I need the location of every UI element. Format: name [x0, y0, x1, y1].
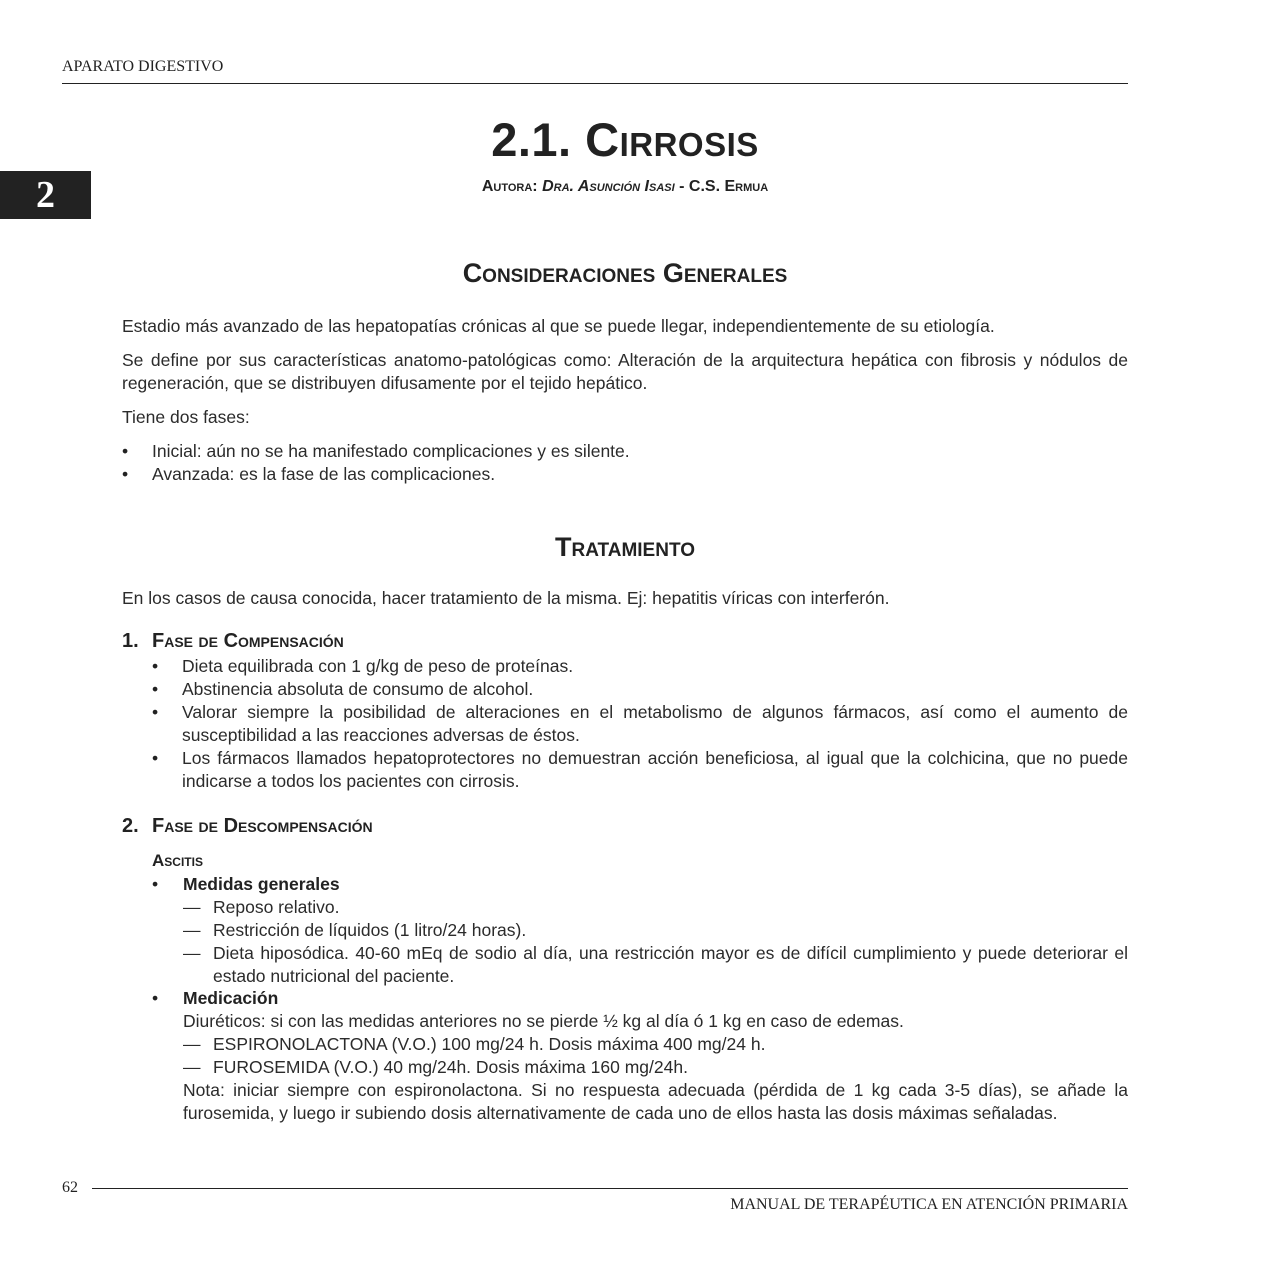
heading-text: Fase de Compensación: [152, 630, 344, 652]
list-item: • Inicial: aún no se ha manifestado complicaciones y es silente.: [122, 440, 1128, 463]
paragraph-nota: Nota: iniciar siempre con espironolactona. Si no respuesta adecuada (pérdida de 1 kg cada 3-5 días), se añade la furosemida, y luego ir subiendo dosis alternativamente de cada uno de ellos hasta las dosis máximas señaladas.: [183, 1080, 1128, 1123]
heading-number: 1.: [122, 630, 139, 652]
heading-fase-descompensacion: [122, 815, 373, 838]
paragraph-tratamiento-intro: En los casos de causa conocida, hacer tratamiento de la misma. Ej: hepatitis víricas con interferón.: [122, 588, 890, 608]
paragraph-diureticos: Diuréticos: si con las medidas anteriores no se pierde ½ kg al día ó 1 kg en caso de edemas.: [183, 1011, 904, 1031]
list-item: — Restricción de líquidos (1 litro/24 horas).: [183, 919, 1128, 942]
paragraph-estadio: Estadio más avanzado de las hepatopatías crónicas al que se puede llegar, independientemente de su etiología.: [122, 316, 995, 336]
section-heading-consideraciones: Consideraciones Generales: [462, 258, 788, 288]
list-item: — Dieta hiposódica. 40-60 mEq de sodio al día, una restricción mayor es de difícil cumplimiento y puede deteriorar el estado nutricional del paciente.: [183, 942, 1128, 988]
subheading-ascitis: Ascitis: [152, 851, 203, 870]
running-header: APARATO DIGESTIVO: [62, 58, 224, 75]
list-item: — Reposo relativo.: [183, 896, 1128, 919]
author-label: Autora:: [481, 178, 538, 195]
phases-list: [122, 440, 1128, 486]
author-center: C.S. Ermua: [688, 178, 769, 195]
header-divider: [62, 83, 1128, 84]
paragraph-fases-intro: Tiene dos fases:: [122, 407, 250, 427]
list-item: • Dieta equilibrada con 1 g/kg de peso de proteínas.: [152, 655, 1128, 678]
heading-number: 2.: [122, 815, 139, 837]
bullet-label: Medidas generales: [183, 874, 340, 894]
list-item: • Avanzada: es la fase de las complicaciones.: [122, 463, 1128, 486]
page-number: 62: [62, 1179, 78, 1196]
list-item: • Valorar siempre la posibilidad de alteraciones en el metabolismo de algunos fármacos, así como el aumento de susceptibilidad a las reacciones adversas de éstos.: [152, 701, 1128, 747]
bullet-medicacion: [152, 987, 278, 1010]
heading-fase-compensacion: [122, 630, 344, 653]
author-byline: [122, 178, 1128, 196]
bullet-medidas-generales: [152, 873, 340, 896]
medidas-list: [183, 896, 1128, 988]
bullet-label: Medicación: [183, 988, 279, 1008]
footer-book-title: MANUAL DE TERAPÉUTICA EN ATENCIÓN PRIMARIA: [730, 1196, 1128, 1213]
list-item: • Abstinencia absoluta de consumo de alcohol.: [152, 678, 1128, 701]
list-item: — ESPIRONOLACTONA (V.O.) 100 mg/24 h. Dosis máxima 400 mg/24 h.: [183, 1033, 1128, 1056]
author-name: Dra. Asunción Isasi: [542, 178, 675, 195]
byline-separator: -: [679, 178, 685, 195]
list-item: • Los fármacos llamados hepatoprotectores no demuestran acción beneficiosa, al igual que la colchicina, que no puede indicarse a todos los pacientes con cirrosis.: [152, 747, 1128, 793]
medicacion-list: [183, 1033, 1128, 1079]
heading-text: Fase de Descompensación: [152, 815, 373, 837]
paragraph-definicion: Se define por sus características anatomo-patológicas como: Alteración de la arquitectura hepática con fibrosis y nódulos de regeneración, que se distribuyen difusamente por el tejido hepático.: [122, 350, 1128, 393]
compensacion-list: [152, 655, 1128, 793]
list-item: — FUROSEMIDA (V.O.) 40 mg/24h. Dosis máxima 160 mg/24h.: [183, 1056, 1128, 1079]
chapter-tab: 2: [0, 171, 91, 219]
bullet-dot: •: [152, 988, 159, 1008]
page-title: 2.1. Cirrosis: [491, 113, 759, 166]
section-heading-tratamiento: Tratamiento: [555, 532, 695, 562]
footer-divider: [92, 1188, 1128, 1189]
bullet-dot: •: [152, 874, 159, 894]
